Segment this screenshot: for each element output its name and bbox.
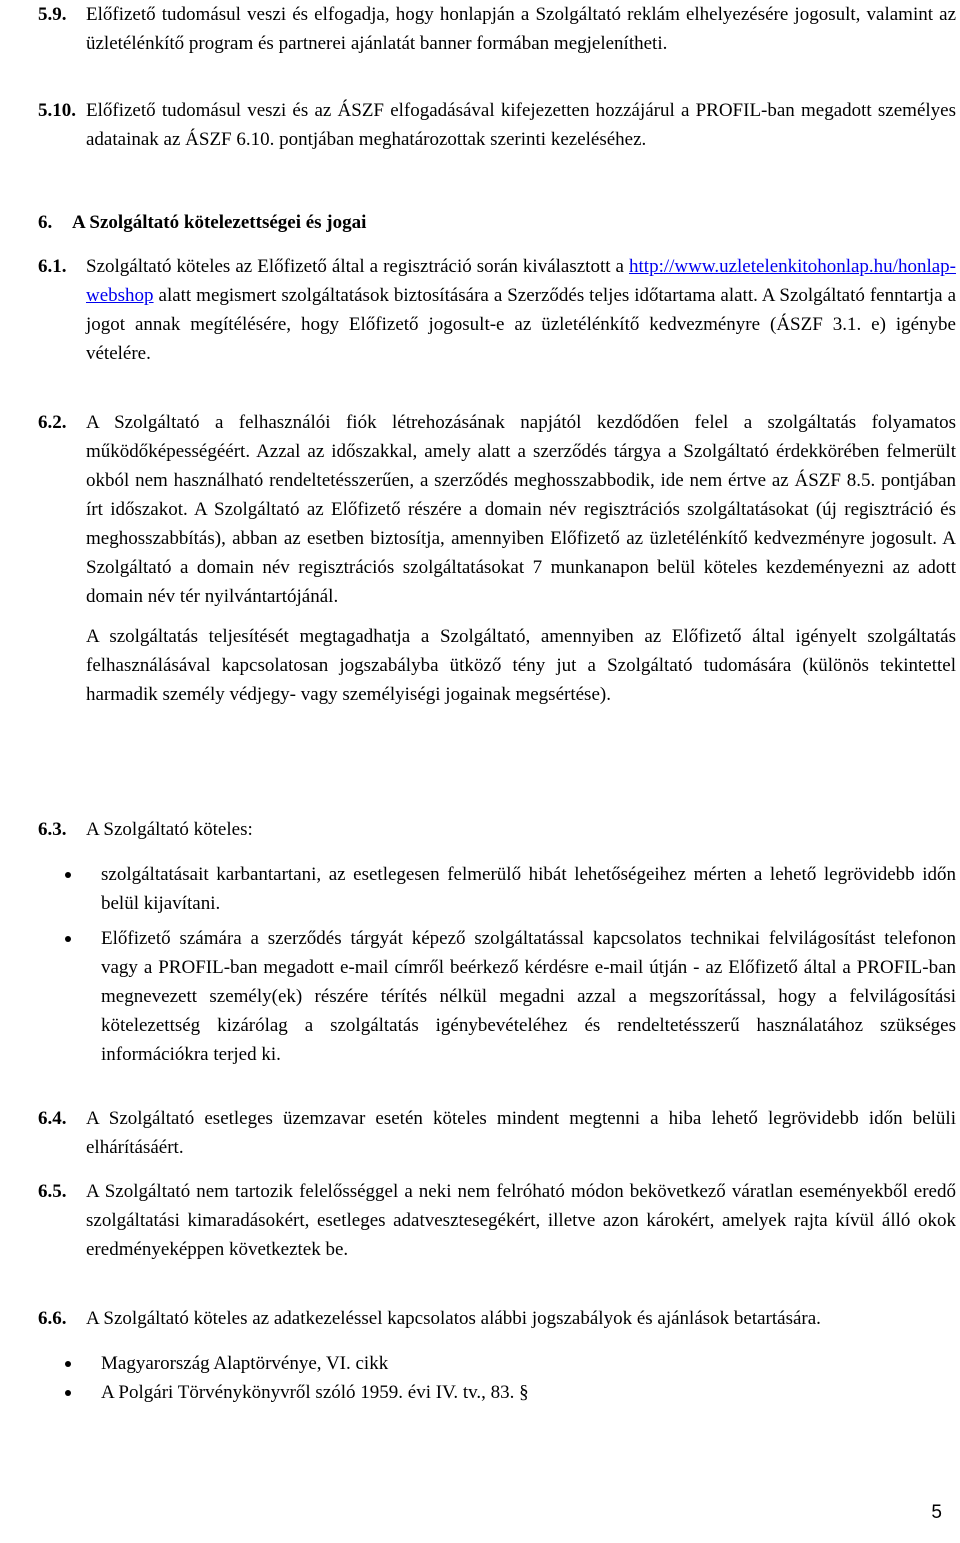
list-item: szolgáltatásait karbantartani, az esetlegesen felmerülő hibát lehetőségeihez mérten a lehető legrövidebb időn belül kijavítani. xyxy=(38,860,956,918)
section-number: 6.4. xyxy=(38,1108,67,1129)
section-number: 6.3. xyxy=(38,819,67,840)
chapter-number: 6. xyxy=(38,212,53,233)
section-6-2 xyxy=(38,408,956,709)
list-item: Előfizető számára a szerződés tárgyát képező szolgáltatással kapcsolatos technikai felvilágosítást telefonon vagy a PROFIL-ban megadott e-mail címről beérkező kérdésre e-mail útján - az Előfizető által a PROFIL-ban megnevezett személy(ek) részére térítés nélkül megadni azzal a megszorítással, hogy a felvilágosítási kötelezettség kizárólag a szolgáltatás igénybevételéhez és rendeltetésszerű használatához szükséges információkra terjed ki. xyxy=(38,924,956,1069)
section-number: 6.2. xyxy=(38,412,67,433)
list-item: A Polgári Törvénykönyvről szóló 1959. évi IV. tv., 83. § xyxy=(38,1378,956,1407)
section-6-1 xyxy=(38,252,956,368)
section-text: Előfizető tudomásul veszi és elfogadja, hogy honlapján a Szolgáltató reklám elhelyezésére jogosult, valamint az üzletélénkítő program és partnerei ajánlatát banner formában megjelenítheti. xyxy=(86,4,956,54)
section-number: 5.9. xyxy=(38,4,67,25)
section-text: A Szolgáltató köteles: xyxy=(86,819,253,840)
obligations-list xyxy=(38,860,956,1069)
section-text xyxy=(86,252,956,368)
text-before-link: Szolgáltató köteles az Előfizető által a regisztráció során kiválasztott a xyxy=(86,256,630,277)
section-text-continued: A szolgáltatás teljesítését megtagadhatja a Szolgáltató, amennyiben az Előfizető által igényelt szolgáltatás felhasználásával kapcsolatosan jogszabályba ütköző tény jut a Szolgáltató tudomására (különös tekintettel harmadik személy védjegy- vagy személyiségi jogainak megsértése). xyxy=(86,626,956,705)
section-text: A Szolgáltató köteles az adatkezeléssel kapcsolatos alábbi jogszabályok és ajánlások betartására. xyxy=(86,1308,821,1329)
webshop-link[interactable]: http://www.uzletelenkitohonlap.hu/honlap-webshop xyxy=(86,256,956,306)
section-text: A Szolgáltató nem tartozik felelősséggel a neki nem felróható módon bekövetkező váratlan eseményekből eredő szolgáltatási kimaradásokért, esetleges adatvesztesegékért, illetve azon károkért, amelyek rajta kívül álló okok eredményeképpen következtek be. xyxy=(86,1181,956,1260)
text-after-link: alatt megismert szolgáltatások biztosítására a Szerződés teljes időtartama alatt. A Szolgáltató fenntartja a jogot annak megítélésére, hogy Előfizető jogosult-e az üzletélénkítő kedvezményre (ÁSZF 3.1. e) igénybe vételére. xyxy=(86,285,956,364)
chapter-title: A Szolgáltató kötelezettségei és jogai xyxy=(72,212,367,233)
section-6-4 xyxy=(38,1104,956,1162)
section-6-5 xyxy=(38,1177,956,1264)
legislation-list xyxy=(38,1349,956,1407)
section-number: 6.1. xyxy=(38,256,67,277)
list-item: Magyarország Alaptörvénye, VI. cikk xyxy=(38,1349,956,1378)
chapter-heading xyxy=(38,212,366,234)
section-number: 6.6. xyxy=(38,1308,67,1329)
section-number: 5.10. xyxy=(38,100,76,121)
section-5-10 xyxy=(38,96,956,154)
section-number: 6.5. xyxy=(38,1181,67,1202)
section-6-3 xyxy=(38,815,956,1069)
section-text: A Szolgáltató esetleges üzemzavar esetén köteles mindent megtenni a hiba lehető legrövidebb időn belüli elhárításáért. xyxy=(86,1108,956,1158)
section-text: A Szolgáltató a felhasználói fiók létrehozásának napjától kezdődően felel a szolgáltatás folyamatos működőképességéért. Azzal az időszakkal, amely alatt a szerződés tárgya a Szolgáltató érdekkörében felmerült okból nem használható rendeltetésszerűen, a szerződés meghosszabbodik, ide nem értve az ÁSZF 8.5. pontjában írt időszakot. A Szolgáltató az Előfizető részére a domain név regisztrációs szolgáltatásokat (új regisztráció és meghosszabbítás), abban az esetben biztosítja, amennyiben Előfizető az üzletélénkítő kedvezményre jogosult. A Szolgáltató a domain név regisztrációs szolgáltatásokat 7 munkanapon belül köteles kezdeményezni az adott domain név tér nyilvántartójánál. xyxy=(86,412,956,607)
section-6-6 xyxy=(38,1304,956,1407)
section-5-9 xyxy=(38,0,956,58)
section-text: Előfizető tudomásul veszi és az ÁSZF elfogadásával kifejezetten hozzájárul a PROFIL-ban megadott személyes adatainak az ÁSZF 6.10. pontjában meghatározottak szerinti kezeléséhez. xyxy=(86,100,956,150)
page-number: 5 xyxy=(931,1502,942,1523)
